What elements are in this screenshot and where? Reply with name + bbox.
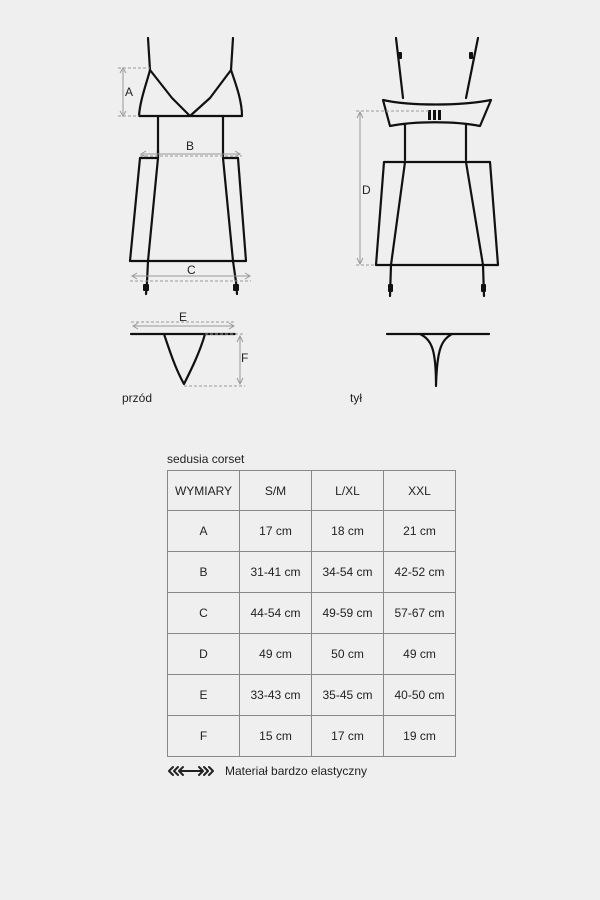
dimension-cell: C bbox=[168, 593, 240, 634]
value-cell: 42-52 cm bbox=[384, 552, 456, 593]
table-header-row bbox=[168, 471, 456, 511]
garment-diagram bbox=[0, 0, 600, 420]
header-cell: S/M bbox=[240, 471, 312, 511]
header-cell: WYMIARY bbox=[168, 471, 240, 511]
value-cell: 15 cm bbox=[240, 716, 312, 757]
dim-label-a: A bbox=[125, 85, 134, 99]
back-thong bbox=[387, 334, 489, 386]
dim-label-d: D bbox=[362, 183, 371, 197]
stretch-arrows-icon bbox=[167, 765, 215, 777]
front-bra-cups bbox=[139, 70, 242, 116]
dimension-cell: D bbox=[168, 634, 240, 675]
back-view-label: tył bbox=[350, 391, 362, 405]
value-cell: 18 cm bbox=[312, 511, 384, 552]
front-view-label: przód bbox=[122, 391, 153, 405]
stretch-note bbox=[167, 764, 367, 778]
back-band bbox=[383, 100, 491, 126]
stretch-note-text: Materiał bardzo elastyczny bbox=[225, 764, 368, 778]
front-thong bbox=[131, 334, 235, 384]
value-cell: 57-67 cm bbox=[384, 593, 456, 634]
header-cell: L/XL bbox=[312, 471, 384, 511]
table-caption: sedusia corset bbox=[167, 452, 245, 466]
size-table bbox=[167, 470, 456, 757]
dim-label-b: B bbox=[186, 139, 195, 153]
dimension-cell: E bbox=[168, 675, 240, 716]
value-cell: 17 cm bbox=[240, 511, 312, 552]
table-row bbox=[168, 634, 456, 675]
value-cell: 40-50 cm bbox=[384, 675, 456, 716]
header-cell: XXL bbox=[384, 471, 456, 511]
value-cell: 21 cm bbox=[384, 511, 456, 552]
value-cell: 49 cm bbox=[240, 634, 312, 675]
dimension-cell: B bbox=[168, 552, 240, 593]
table-row bbox=[168, 511, 456, 552]
value-cell: 49 cm bbox=[384, 634, 456, 675]
value-cell: 31-41 cm bbox=[240, 552, 312, 593]
dim-label-c: C bbox=[187, 263, 196, 277]
table-row bbox=[168, 552, 456, 593]
value-cell: 33-43 cm bbox=[240, 675, 312, 716]
back-view bbox=[376, 38, 498, 386]
table-row bbox=[168, 593, 456, 634]
value-cell: 50 cm bbox=[312, 634, 384, 675]
dim-label-e: E bbox=[179, 310, 188, 324]
value-cell: 34-54 cm bbox=[312, 552, 384, 593]
value-cell: 44-54 cm bbox=[240, 593, 312, 634]
dimension-cell: F bbox=[168, 716, 240, 757]
front-view bbox=[130, 38, 249, 384]
table-row bbox=[168, 675, 456, 716]
dim-label-f: F bbox=[241, 351, 249, 365]
dimension-cell: A bbox=[168, 511, 240, 552]
value-cell: 49-59 cm bbox=[312, 593, 384, 634]
value-cell: 19 cm bbox=[384, 716, 456, 757]
value-cell: 35-45 cm bbox=[312, 675, 384, 716]
table-row bbox=[168, 716, 456, 757]
value-cell: 17 cm bbox=[312, 716, 384, 757]
